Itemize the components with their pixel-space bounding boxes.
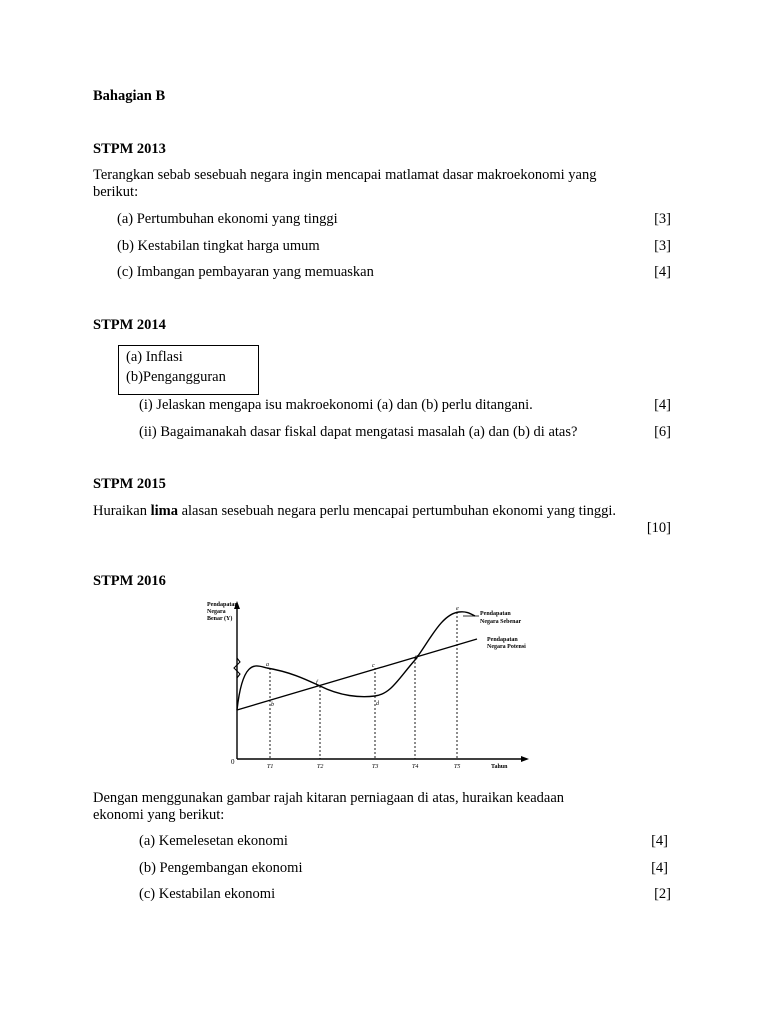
stpm-2015-heading: STPM 2015 xyxy=(93,476,166,492)
stpm-2013-item-c: (c) Imbangan pembayaran yang memuaskan xyxy=(117,264,374,280)
stpm-2016-marks-c: [2] xyxy=(654,886,671,902)
potential-output-line xyxy=(237,639,477,710)
x-axis-label: Tahun xyxy=(491,764,508,770)
section-title: Bahagian B xyxy=(93,88,166,104)
stpm-2016-intro-line2: ekonomi yang berikut: xyxy=(93,807,225,823)
stpm-2016-marks-a: [4] xyxy=(651,833,668,849)
stpm-2015-text-after: alasan sesebuah negara perlu mencapai pertumbuhan ekonomi yang tinggi. xyxy=(177,503,617,519)
stpm-2016-marks-b: [4] xyxy=(651,860,668,876)
series-label-actual-line2: Negara Sebenar xyxy=(480,619,522,625)
series-label-potential-line2: Negara Potensi xyxy=(487,644,526,650)
y-axis-label-line1: Pendapatan xyxy=(207,602,238,608)
stpm-2016-item-c: (c) Kestabilan ekonomi xyxy=(139,886,276,902)
stpm-2014-question-i: (i) Jelaskan mengapa isu makroekonomi (a) dan (b) perlu ditangani. xyxy=(139,397,533,413)
origin-label: 0 xyxy=(231,758,235,766)
point-label-c: c xyxy=(372,663,375,669)
x-axis-arrow xyxy=(521,756,529,762)
stpm-2013-item-a: (a) Pertumbuhan ekonomi yang tinggi xyxy=(117,211,338,227)
point-label-a: a xyxy=(266,662,269,668)
business-cycle-chart xyxy=(195,596,575,776)
stpm-2016-item-b: (b) Pengembangan ekonomi xyxy=(139,860,303,876)
stpm-2013-item-b: (b) Kestabilan tingkat harga umum xyxy=(117,238,320,254)
stpm-2016-item-a: (a) Kemelesetan ekonomi xyxy=(139,833,288,849)
actual-output-curve xyxy=(237,612,475,710)
issue-box-line-b: (b)Pengangguran xyxy=(126,369,226,385)
point-label-e: e xyxy=(456,606,459,612)
stpm-2015-marks: [10] xyxy=(646,520,671,536)
point-label-g: g xyxy=(415,654,418,660)
point-label-f: f xyxy=(316,680,318,686)
series-label-actual-line1: Pendapatan xyxy=(480,611,511,617)
point-label-b: b xyxy=(271,702,274,708)
stpm-2015-question xyxy=(93,503,616,520)
stpm-2013-marks-c: [4] xyxy=(654,264,671,280)
issue-box-line-a: (a) Inflasi xyxy=(126,349,183,365)
stpm-2014-marks-ii: [6] xyxy=(654,424,671,440)
stpm-2013-intro-line2: berikut: xyxy=(93,184,139,200)
series-label-potential-line1: Pendapatan xyxy=(487,637,518,643)
x-tick-t1: T1 xyxy=(267,764,274,770)
stpm-2014-issue-box xyxy=(118,345,259,395)
x-tick-t2: T2 xyxy=(317,764,324,770)
x-tick-t5: T5 xyxy=(454,764,461,770)
x-tick-t3: T3 xyxy=(372,764,379,770)
stpm-2015-text-bold: lima xyxy=(150,503,178,519)
stpm-2013-heading: STPM 2013 xyxy=(93,141,166,157)
stpm-2013-intro-line1: Terangkan sebab sesebuah negara ingin mencapai matlamat dasar makroekonomi yang xyxy=(93,167,597,183)
y-axis-label-line3: Benar (Y) xyxy=(207,616,233,622)
stpm-2015-text-before: Huraikan xyxy=(93,503,151,519)
stpm-2014-marks-i: [4] xyxy=(654,397,671,413)
stpm-2014-heading: STPM 2014 xyxy=(93,317,166,333)
y-axis-label-line2: Negara xyxy=(207,609,226,615)
x-tick-t4: T4 xyxy=(412,764,419,770)
stpm-2013-marks-b: [3] xyxy=(654,238,671,254)
stpm-2014-question-ii: (ii) Bagaimanakah dasar fiskal dapat mengatasi masalah (a) dan (b) di atas? xyxy=(139,424,578,440)
stpm-2013-marks-a: [3] xyxy=(654,211,671,227)
stpm-2016-intro-line1: Dengan menggunakan gambar rajah kitaran perniagaan di atas, huraikan keadaan xyxy=(93,790,565,806)
point-label-d: d xyxy=(376,701,379,707)
stpm-2016-heading: STPM 2016 xyxy=(93,573,166,589)
